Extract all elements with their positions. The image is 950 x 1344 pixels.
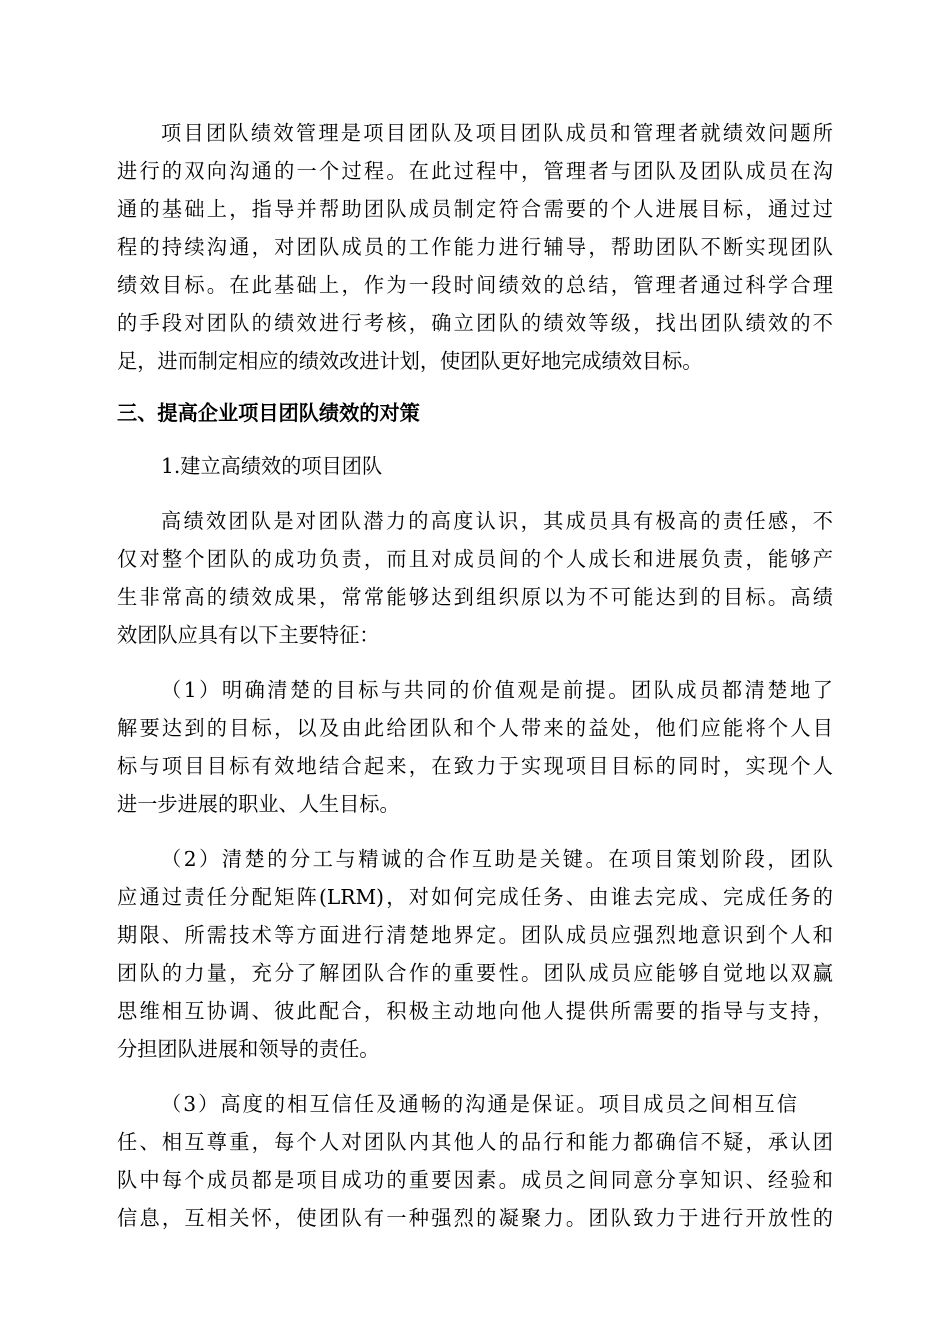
list-item-line: （1）明确清楚的目标与共同的价值观是前提。团队成员都清楚地了 [161,678,833,702]
list-item-line: （3）高度的相互信任及通畅的沟通是保证。项目成员之间相互信 [161,1092,797,1116]
paragraph-line: 进行的双向沟通的一个过程。在此过程中，管理者与团队及团队成员在沟 [117,159,833,183]
list-item-line: 进一步进展的职业、人生目标。 [117,792,400,816]
paragraph-line: 绩效目标。在此基础上，作为一段时间绩效的总结，管理者通过科学合理 [117,273,833,297]
paragraph-line: 生非常高的绩效成果，常常能够达到组织原以为不可能达到的目标。高绩 [117,585,833,609]
paragraph-line: 的手段对团队的绩效进行考核，确立团队的绩效等级，找出团队绩效的不 [117,311,833,335]
list-item-line: 解要达到的目标，以及由此给团队和个人带来的益处，他们应能将个人目 [117,716,833,740]
subheading: 1.建立高绩效的项目团队 [161,454,383,478]
list-item-line: 期限、所需技术等方面进行清楚地界定。团队成员应强烈地意识到个人和 [117,923,833,947]
section-heading: 三、提高企业项目团队绩效的对策 [117,401,420,425]
paragraph-line: 仅对整个团队的成功负责，而且对成员间的个人成长和进展负责，能够产 [117,547,833,571]
list-item-line: 任、相互尊重，每个人对团队内其他人的品行和能力都确信不疑，承认团 [117,1130,833,1154]
paragraph-line: 足，进而制定相应的绩效改进计划，使团队更好地完成绩效目标。 [117,349,703,373]
paragraph-line: 项目团队绩效管理是项目团队及项目团队成员和管理者就绩效问题所 [161,121,833,145]
list-item-line: 标与项目目标有效地结合起来，在致力于实现项目目标的同时，实现个人 [117,754,833,778]
list-item-line: 思维相互协调、彼此配合，积极主动地向他人提供所需要的指导与支持， [117,999,833,1023]
list-item-line: （2）清楚的分工与精诚的合作互助是关键。在项目策划阶段，团队 [161,847,833,871]
list-item-line: 队中每个成员都是项目成功的重要因素。成员之间同意分享知识、经验和 [117,1168,833,1192]
paragraph-line: 程的持续沟通，对团队成员的工作能力进行辅导，帮助团队不断实现团队 [117,235,833,259]
paragraph-line: 效团队应具有以下主要特征： [117,623,380,647]
list-item-line: 应通过责任分配矩阵(LRM)，对如何完成任务、由谁去完成、完成任务的 [117,885,833,909]
paragraph-line: 通的基础上，指导并帮助团队成员制定符合需要的个人进展目标，通过过 [117,197,833,221]
list-item-line: 分担团队进展和领导的责任。 [117,1037,380,1061]
list-item-line: 团队的力量，充分了解团队合作的重要性。团队成员应能够自觉地以双赢 [117,961,833,985]
list-item-line: 信息，互相关怀，使团队有一种强烈的凝聚力。团队致力于进行开放性的 [117,1206,833,1230]
paragraph-line: 高绩效团队是对团队潜力的高度认识，其成员具有极高的责任感，不 [161,509,833,533]
